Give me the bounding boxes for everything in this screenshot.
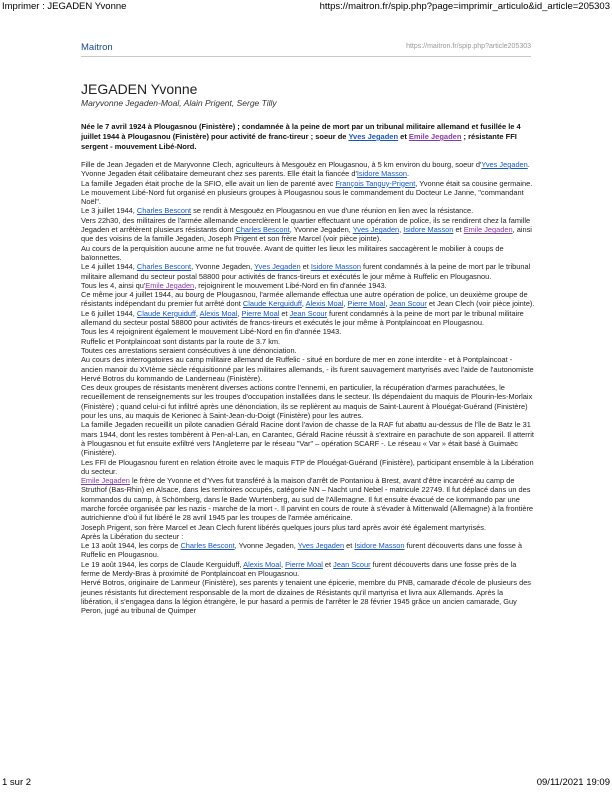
body-paragraph [81,476,536,522]
body-paragraph [81,578,536,615]
text-run: Les FFI de Plougasnou furent en relation étroite avec le maquis FTP de Plouégat-Guérand (Finistère), participant ensemble à la Libération du secteur. [81,457,534,476]
text-run: , [280,559,286,569]
person-link[interactable]: Alexis Moal [199,308,238,318]
text-run: Le 3 juillet 1944, [81,206,137,216]
print-header-title: Imprimer : JEGADEN Yvonne [2,1,127,12]
person-link[interactable]: Isidore Masson [356,169,407,179]
text-run: furent condamnés à la peine de mort par le tribunal militaire allemand du secteur postal 58800 pour activités de francs-tireurs et exécutés le jour même à Ruffelic en Plougasnou. [81,262,531,281]
text-run: et [279,308,290,318]
body-paragraph [81,337,536,346]
person-link[interactable]: Isidore Masson [403,225,454,235]
text-run: le frère de Yvonne et d'Yves fut transféré à la maison d'arrêt de Pontaniou à Brest, avant d'être incarcéré au camp de Struthof (Bas-Rhin) en Alsace, dans les territoires occupés, catégorie NN – Nacht und Nebel - matricule 22749. Il fut déplacé dans un des kommandos du camp, à Schömberg, dans le Bade Wurtenberg, au sud de l'Allemagne. Il fut ensuite évacué de ce kommando par une marche forcée organisée par les nazis - marche de la mort -. Il parvint en cours de route à s'évader à Mittenwald (Allemagne) à la frontière autrichienne d'où il fut libéré le 28 avril 1945 par les troupes de l'armée américaine. [81,476,534,523]
body-paragraph [81,560,536,579]
person-link[interactable]: Pierre Moal [241,308,280,318]
article-authors: Maryvonne Jegaden-Moal, Alain Prigent, Serge Tilly [81,98,277,108]
text-run: Ruffelic et Pontplaincoat sont distants par la route de 3.7 km. [81,336,281,346]
text-run: Ces deux groupes de résistants menèrent diverses actions contre l'ennemi, en particulier, la récupération d'armes parachutées, le recueillement de renseignements sur les troupes d'occupation installées dans le secteur. Ils dépendaient du maquis de Plourin-les-Morlaix (Finistère) ; quand celui-ci fut infiltré après une dénonciation, ils se replièrent au maquis de Saint-Laurent à Plouégat-Guérand (Finistère) pour les uns, au maquis de Kerionec à Saint-Jean-du-Doigt (Finistère) pour les autres. [81,383,533,421]
print-footer [2,777,610,789]
text-run: , [301,299,306,309]
text-run: Le 4 juillet 1944, [81,262,137,272]
person-link[interactable]: Alexis Moal [305,299,344,309]
text-run: , Yvonne Jegaden, [191,262,255,272]
person-link[interactable]: Yves Jegaden [297,541,345,551]
text-run: , [237,308,242,318]
text-run: , [195,308,200,318]
text-run: La famille Jegaden recueillit un pilote canadien Gérald Racine dont l'avion de chasse de la RAF fut abattu au-dessus de l'île de Batz le 31 mars 1944, dont les restes tombèrent à Pen-al-Lan, en Carantec, Gérald Racine réussit à s'extraire en parachute de son appareil. Il atterrit à Plougasnou et fut ensuite exfiltré vers l'Angleterre par le réseau "Var" – opération SCARF -. Le réseau « Var » était basé à Guimaëc (Finistère). [81,420,534,458]
text-run: et [322,559,334,569]
article-lead [81,122,536,152]
text-run: . [407,169,410,179]
text-run: , rejoignirent le mouvement Libé-Nord en fin d'année 1943. [194,280,387,290]
person-link[interactable]: Charles Bescont [136,262,192,272]
body-paragraph [81,188,536,207]
body-paragraph [81,383,536,420]
print-header [2,1,610,13]
print-timestamp: 09/11/2021 19:09 [536,777,610,788]
body-paragraph [81,160,536,169]
body-paragraph [81,541,536,560]
text-run: . [527,160,530,169]
person-link[interactable]: Yves Jegaden [348,132,399,141]
person-link[interactable]: Charles Bescont [136,206,192,216]
body-paragraph [81,532,536,541]
body-paragraph [81,355,536,383]
text-run: Le 13 août 1944, les corps de [81,541,181,551]
person-link[interactable]: François Tanguy-Prigent [335,178,416,188]
person-link[interactable]: Jean Scour [333,559,371,569]
body-paragraph [81,458,536,477]
text-run: et [344,541,355,551]
text-run: Fille de Jean Jegaden et de Maryvonne Clech, agriculteurs à Mesgouëz en Plougasnou, à 5 km environ du bourg, soeur d' [81,160,482,169]
text-run: et [453,225,464,235]
text-run: , [399,225,404,235]
body-paragraph [81,244,536,263]
site-header [81,40,531,57]
text-run: Yvonne Jegaden était célibataire demeurant chez ses parents. Elle était la fiancée d' [81,169,357,179]
article-body [81,160,536,616]
person-link[interactable]: Charles Bescont [235,225,290,235]
print-header-url: https://maitron.fr/spip.php?page=imprimir_articulo&id_article=205303 [319,1,610,12]
text-run: La famille Jegaden était proche de la SFIO, elle avait un lien de parenté avec [81,178,336,188]
text-run: Toutes ces arrestations seraient consécutives à une dénonciation. [81,345,297,355]
person-link[interactable]: Emile Jegaden [81,476,130,486]
body-paragraph [81,420,536,457]
person-link[interactable]: Emile Jegaden [463,225,513,235]
body-paragraph [81,327,536,336]
text-run: et [398,132,409,141]
person-link[interactable]: Yves Jegaden [481,160,528,169]
person-link[interactable]: Isidore Masson [354,541,405,551]
page-counter: 1 sur 2 [2,777,32,788]
text-run: , Yvonne était sa cousine germaine. [415,178,533,188]
text-run: Ce même jour 4 juillet 1944, au bourg de Plougasnou, l'armée allemande effectua une autre opération de police, un deuxième groupe de résistants indépendant du premier fut arrêté dont [81,290,528,309]
text-run: Le 6 juillet 1944, [81,308,137,318]
person-link[interactable]: Emile Jegaden [408,132,462,141]
text-run: Née le 7 avril 1924 à Plougasnou (Finistère) ; condamnée à la peine de mort par un tribunal militaire allemand et fusillée le 4 juillet 1944 à Plougasnou (Finistère) pour activité de franc-tireur ; soeur de [81,122,521,141]
body-paragraph [81,346,536,355]
body-paragraph [81,179,536,188]
text-run: Tous les 4, ainsi qu' [81,280,146,290]
person-link[interactable]: Yves Jegaden [352,225,400,235]
body-paragraph [81,523,536,532]
page-title: JEGADEN Yvonne [81,81,198,97]
body-paragraph [81,290,536,309]
person-link[interactable]: Pierre Moal [285,559,323,569]
person-link[interactable]: Jean Scour [389,299,427,309]
text-run: Tous les 4 rejoignirent également le mouvement Libé-Nord en fin d'année 1943. [81,327,342,337]
person-link[interactable]: Charles Bescont [180,541,235,551]
text-run: , [343,299,348,309]
text-run: , Yvonne Jegaden, [289,225,353,235]
text-run: et Jean Clech (voir pièce jointe). [426,299,535,309]
text-run: Après la Libération du secteur : [81,531,184,541]
text-run: Au cours des interrogatoires au camp militaire allemand de Ruffelic - situé en bordure de mer en zone interdite - et à Pontplaincoat - ancien manoir du XVIème siècle réquisitionné par les militaires allemands, - ils furent sauvagement martyrisés avec l'aide de l'autonomiste Hervé Botros du kommando de Landerneau (Finistère). [81,355,534,383]
person-link[interactable]: Claude Kerguiduff [242,299,302,309]
text-run: Joseph Prigent, son frère Marcel et Jean Clech furent libérés quelques jours plus tard après avoir été également martyrisés. [81,522,487,532]
person-link[interactable]: Claude Kerguiduff [136,308,196,318]
body-paragraph [81,206,536,215]
text-run: , Yvonne Jegaden, [234,541,298,551]
text-run: se rendit à Mesgouëz en Plougasnou en vue d'une réunion en lien avec la résistance. [191,206,474,216]
text-run: Au cours de la perquisition aucune arme ne fut trouvée. Avant de quitter les lieux les militaires saccagèrent le mobilier à coups de baïonnettes. [81,243,504,262]
person-link[interactable]: Emile Jegaden [145,280,195,290]
text-run: furent condamnés à la peine de mort par le tribunal militaire allemand du secteur postal 58800 pour activités de francs-tireurs et exécutés le jour même à Pontplaincoat en Plougasnou. [81,308,524,328]
person-link[interactable]: Isidore Masson [310,262,361,272]
person-link[interactable]: Alexis Moal [243,559,281,569]
person-link[interactable]: Pierre Moal [347,299,386,309]
text-run: Le mouvement Libé-Nord fut organisé en plusieurs groupes à Plougasnou sous le commandement du Docteur Le Janne, "commandant Noël". [81,187,524,207]
text-run: ; résistante FFI sergent - mouvement Libé-Nord. [81,132,517,151]
body-paragraph [81,262,536,281]
text-run: furent découverts dans une fosse à Ruffelic en Plougasnou. [81,541,523,560]
text-run: , [385,299,390,309]
article-url: https://maitron.fr/spip.php?article205303 [406,43,531,50]
site-logo-text[interactable]: Maitron [81,42,113,53]
text-run: furent découverts dans une fosse près de la ferme de Merdy-Bras à proximité de Pontplaincoat en Plougasnou. [81,559,517,579]
body-paragraph [81,309,536,328]
text-run: Hervé Botros, originaire de Lanmeur (Finistère), ses parents y tenaient une épicerie, membre du PNB, camarade d'école de plusieurs des jeunes résistants fut directement responsable de la mort de dizaines de Résistants qu'il martyrisa et livra aux Allemands. Après la libération, il s'engagea dans la légion étrangère, le pur hasard a permis de l'arrêter le 28 février 1945 grâce un ancien camarade, Guy Peron, jugé au tribunal de Quimper [81,578,532,616]
text-run: Vers 22h30, des militaires de l'armée allemande encerclèrent le quartier effectuant une opération de police, ils se rendirent chez la famille Jegaden et arrêtèrent plusieurs résistants dont [81,215,531,235]
body-paragraph [81,169,536,178]
person-link[interactable]: Jean Scour [289,308,327,318]
body-paragraph [81,216,536,244]
body-paragraph [81,281,536,290]
text-run: , ainsi que des voisins de la famille Jegaden, Joseph Prigent et son frère Marcel (voir pièce jointe). [81,225,532,244]
text-run: Le 19 août 1944, les corps de Claude Kerguiduff, [81,559,244,569]
text-run: et [300,262,311,272]
person-link[interactable]: Yves Jegaden [254,262,301,272]
